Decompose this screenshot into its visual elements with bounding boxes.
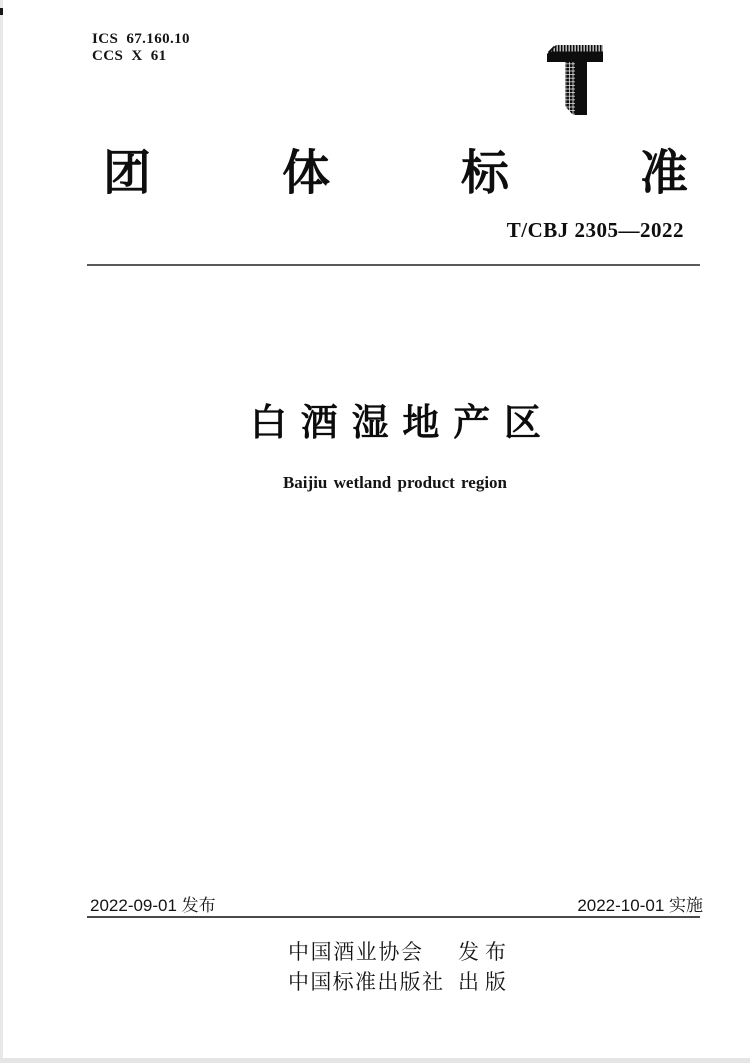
publisher-row — [288, 936, 506, 966]
document-title-english: Baijiu wetland product region — [282, 473, 508, 492]
ics-code: ICS 67.160.10 — [92, 31, 190, 47]
implement-date: 2022-10-01 实施 — [577, 896, 703, 915]
issue-date: 2022-09-01 发布 — [90, 896, 216, 915]
publishers-block — [288, 936, 506, 996]
classification-codes — [92, 31, 190, 64]
publisher-row — [288, 966, 506, 996]
ccs-code: CCS X 61 — [92, 47, 167, 64]
standard-type-title: 团 体 标 准 — [103, 147, 688, 200]
footer-rule — [87, 916, 700, 918]
publisher-name: 中 国 标 准 出 版 社 — [288, 971, 443, 994]
page-left-edge — [0, 0, 3, 1063]
group-standard-T-logo-icon — [546, 44, 604, 118]
publisher-action: 发 布 — [458, 941, 506, 964]
header-rule — [87, 264, 700, 266]
page-bottom-edge — [0, 1058, 750, 1063]
publisher-name: 中 国 酒 业 协 会 — [288, 941, 422, 964]
publisher-action: 出 版 — [458, 971, 506, 994]
standard-number: T/CBJ 2305—2022 — [506, 218, 684, 242]
dates-row — [90, 891, 703, 916]
scan-artifact-mark — [0, 8, 3, 15]
document-title-chinese: 白 酒 湿 地 产 区 — [250, 402, 541, 443]
